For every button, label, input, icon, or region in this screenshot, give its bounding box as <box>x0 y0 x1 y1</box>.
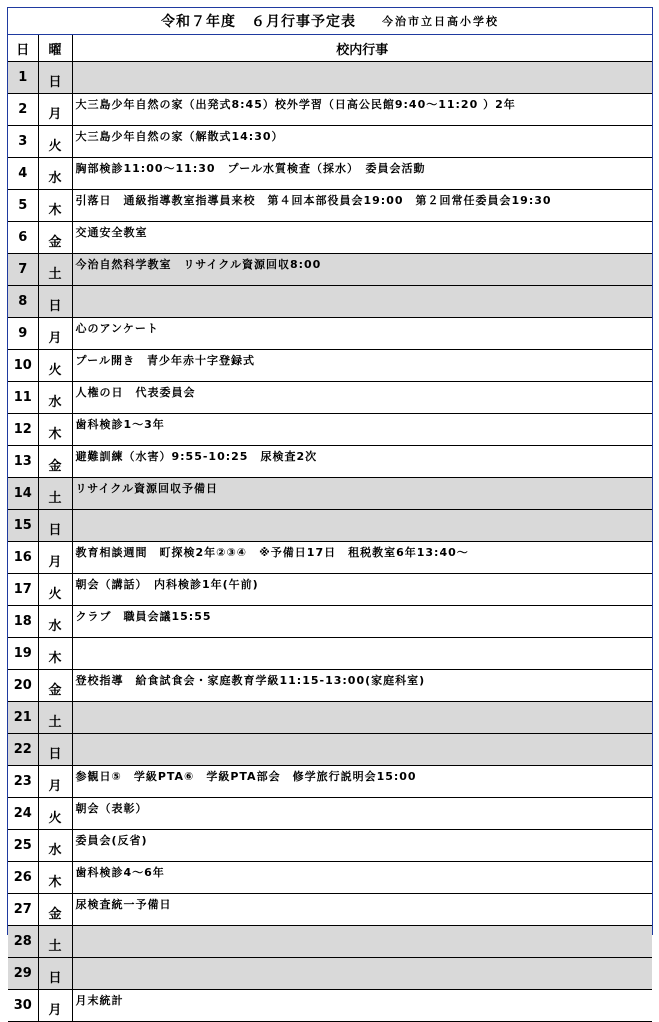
day-cell: 11 <box>8 382 38 414</box>
events-cell: 大三島少年自然の家（出発式8:45）校外学習（日高公民館9:40～11:20 ）2年 <box>72 94 652 126</box>
events-cell: 尿検査統一予備日 <box>72 894 652 926</box>
events-cell: クラブ 職員会議15:55 <box>72 606 652 638</box>
day-cell: 19 <box>8 638 38 670</box>
day-cell: 30 <box>8 990 38 1022</box>
events-cell: 歯科検診1～3年 <box>72 414 652 446</box>
weekday-cell: 土 <box>38 254 72 286</box>
events-cell: 朝会（表彰） <box>72 798 652 830</box>
table-row <box>8 446 652 478</box>
table-row <box>8 926 652 958</box>
day-cell: 6 <box>8 222 38 254</box>
events-cell <box>72 62 652 94</box>
table-row <box>8 702 652 734</box>
weekday-cell: 月 <box>38 990 72 1022</box>
weekday-cell: 木 <box>38 638 72 670</box>
day-cell: 2 <box>8 94 38 126</box>
table-row <box>8 414 652 446</box>
weekday-cell: 火 <box>38 798 72 830</box>
table-row <box>8 318 652 350</box>
weekday-cell: 日 <box>38 958 72 990</box>
weekday-cell: 月 <box>38 542 72 574</box>
table-row <box>8 158 652 190</box>
table-row <box>8 510 652 542</box>
table-row <box>8 766 652 798</box>
events-cell: 参観日⑤ 学級PTA⑥ 学級PTA部会 修学旅行説明会15:00 <box>72 766 652 798</box>
table-row <box>8 798 652 830</box>
weekday-cell: 土 <box>38 926 72 958</box>
weekday-cell: 金 <box>38 446 72 478</box>
weekday-cell: 日 <box>38 286 72 318</box>
table-row <box>8 734 652 766</box>
day-cell: 1 <box>8 62 38 94</box>
day-cell: 4 <box>8 158 38 190</box>
page-title: 令和７年度 ６月行事予定表 <box>161 14 356 30</box>
day-cell: 7 <box>8 254 38 286</box>
table-row <box>8 62 652 94</box>
events-cell: リサイクル資源回収予備日 <box>72 478 652 510</box>
events-cell: 今治自然科学教室 リサイクル資源回収8:00 <box>72 254 652 286</box>
day-cell: 10 <box>8 350 38 382</box>
weekday-cell: 月 <box>38 318 72 350</box>
weekday-cell: 木 <box>38 862 72 894</box>
day-cell: 9 <box>8 318 38 350</box>
weekday-cell: 水 <box>38 382 72 414</box>
weekday-cell: 木 <box>38 190 72 222</box>
schedule-header <box>8 8 652 35</box>
weekday-cell: 水 <box>38 830 72 862</box>
table-row <box>8 286 652 318</box>
events-cell: 大三島少年自然の家（解散式14:30） <box>72 126 652 158</box>
events-cell <box>72 510 652 542</box>
day-cell: 17 <box>8 574 38 606</box>
column-header-events: 校内行事 <box>72 35 652 62</box>
events-cell: 心のアンケート <box>72 318 652 350</box>
table-row <box>8 350 652 382</box>
table-header-row <box>8 35 652 62</box>
day-cell: 26 <box>8 862 38 894</box>
day-cell: 28 <box>8 926 38 958</box>
table-row <box>8 862 652 894</box>
day-cell: 5 <box>8 190 38 222</box>
events-cell: 教育相談週間 町探検2年②③④ ※予備日17日 租税教室6年13:40～ <box>72 542 652 574</box>
day-cell: 24 <box>8 798 38 830</box>
schedule-table <box>8 35 652 1022</box>
schedule-sheet <box>7 7 653 1018</box>
day-cell: 12 <box>8 414 38 446</box>
events-cell <box>72 926 652 958</box>
table-row <box>8 94 652 126</box>
weekday-cell: 火 <box>38 350 72 382</box>
table-row <box>8 670 652 702</box>
events-cell <box>72 286 652 318</box>
weekday-cell: 火 <box>38 574 72 606</box>
weekday-cell: 日 <box>38 734 72 766</box>
events-cell: 委員会(反省) <box>72 830 652 862</box>
weekday-cell: 金 <box>38 894 72 926</box>
day-cell: 25 <box>8 830 38 862</box>
table-row <box>8 574 652 606</box>
weekday-cell: 水 <box>38 158 72 190</box>
table-row <box>8 990 652 1022</box>
weekday-cell: 日 <box>38 510 72 542</box>
table-row <box>8 638 652 670</box>
weekday-cell: 日 <box>38 62 72 94</box>
events-cell: 胸部検診11:00～11:30 プール水質検査（採水） 委員会活動 <box>72 158 652 190</box>
table-row <box>8 190 652 222</box>
events-cell <box>72 734 652 766</box>
day-cell: 3 <box>8 126 38 158</box>
events-cell: 月末統計 <box>72 990 652 1022</box>
table-row <box>8 958 652 990</box>
table-row <box>8 894 652 926</box>
day-cell: 18 <box>8 606 38 638</box>
school-name: 今治市立日高小学校 <box>382 15 499 28</box>
events-cell: プール開き 青少年赤十字登録式 <box>72 350 652 382</box>
schedule-body <box>8 62 652 1022</box>
day-cell: 29 <box>8 958 38 990</box>
table-row <box>8 254 652 286</box>
table-row <box>8 478 652 510</box>
table-row <box>8 382 652 414</box>
events-cell <box>72 702 652 734</box>
weekday-cell: 土 <box>38 702 72 734</box>
weekday-cell: 金 <box>38 670 72 702</box>
table-row <box>8 830 652 862</box>
column-header-weekday: 曜 <box>38 35 72 62</box>
table-row <box>8 606 652 638</box>
weekday-cell: 月 <box>38 94 72 126</box>
table-row <box>8 222 652 254</box>
events-cell <box>72 958 652 990</box>
weekday-cell: 木 <box>38 414 72 446</box>
weekday-cell: 土 <box>38 478 72 510</box>
events-cell <box>72 638 652 670</box>
events-cell: 引落日 通級指導教室指導員来校 第４回本部役員会19:00 第２回常任委員会19:30 <box>72 190 652 222</box>
weekday-cell: 月 <box>38 766 72 798</box>
events-cell: 朝会（講話） 内科検診1年(午前) <box>72 574 652 606</box>
day-cell: 14 <box>8 478 38 510</box>
day-cell: 27 <box>8 894 38 926</box>
events-cell: 歯科検診4～6年 <box>72 862 652 894</box>
day-cell: 16 <box>8 542 38 574</box>
weekday-cell: 水 <box>38 606 72 638</box>
day-cell: 8 <box>8 286 38 318</box>
events-cell: 避難訓練（水害）9:55-10:25 尿検査2次 <box>72 446 652 478</box>
column-header-day: 日 <box>8 35 38 62</box>
day-cell: 22 <box>8 734 38 766</box>
events-cell: 人権の日 代表委員会 <box>72 382 652 414</box>
day-cell: 20 <box>8 670 38 702</box>
table-row <box>8 126 652 158</box>
weekday-cell: 金 <box>38 222 72 254</box>
events-cell: 交通安全教室 <box>72 222 652 254</box>
events-cell: 登校指導 給食試食会・家庭教育学級11:15-13:00(家庭科室) <box>72 670 652 702</box>
table-row <box>8 542 652 574</box>
day-cell: 15 <box>8 510 38 542</box>
day-cell: 13 <box>8 446 38 478</box>
weekday-cell: 火 <box>38 126 72 158</box>
day-cell: 23 <box>8 766 38 798</box>
day-cell: 21 <box>8 702 38 734</box>
